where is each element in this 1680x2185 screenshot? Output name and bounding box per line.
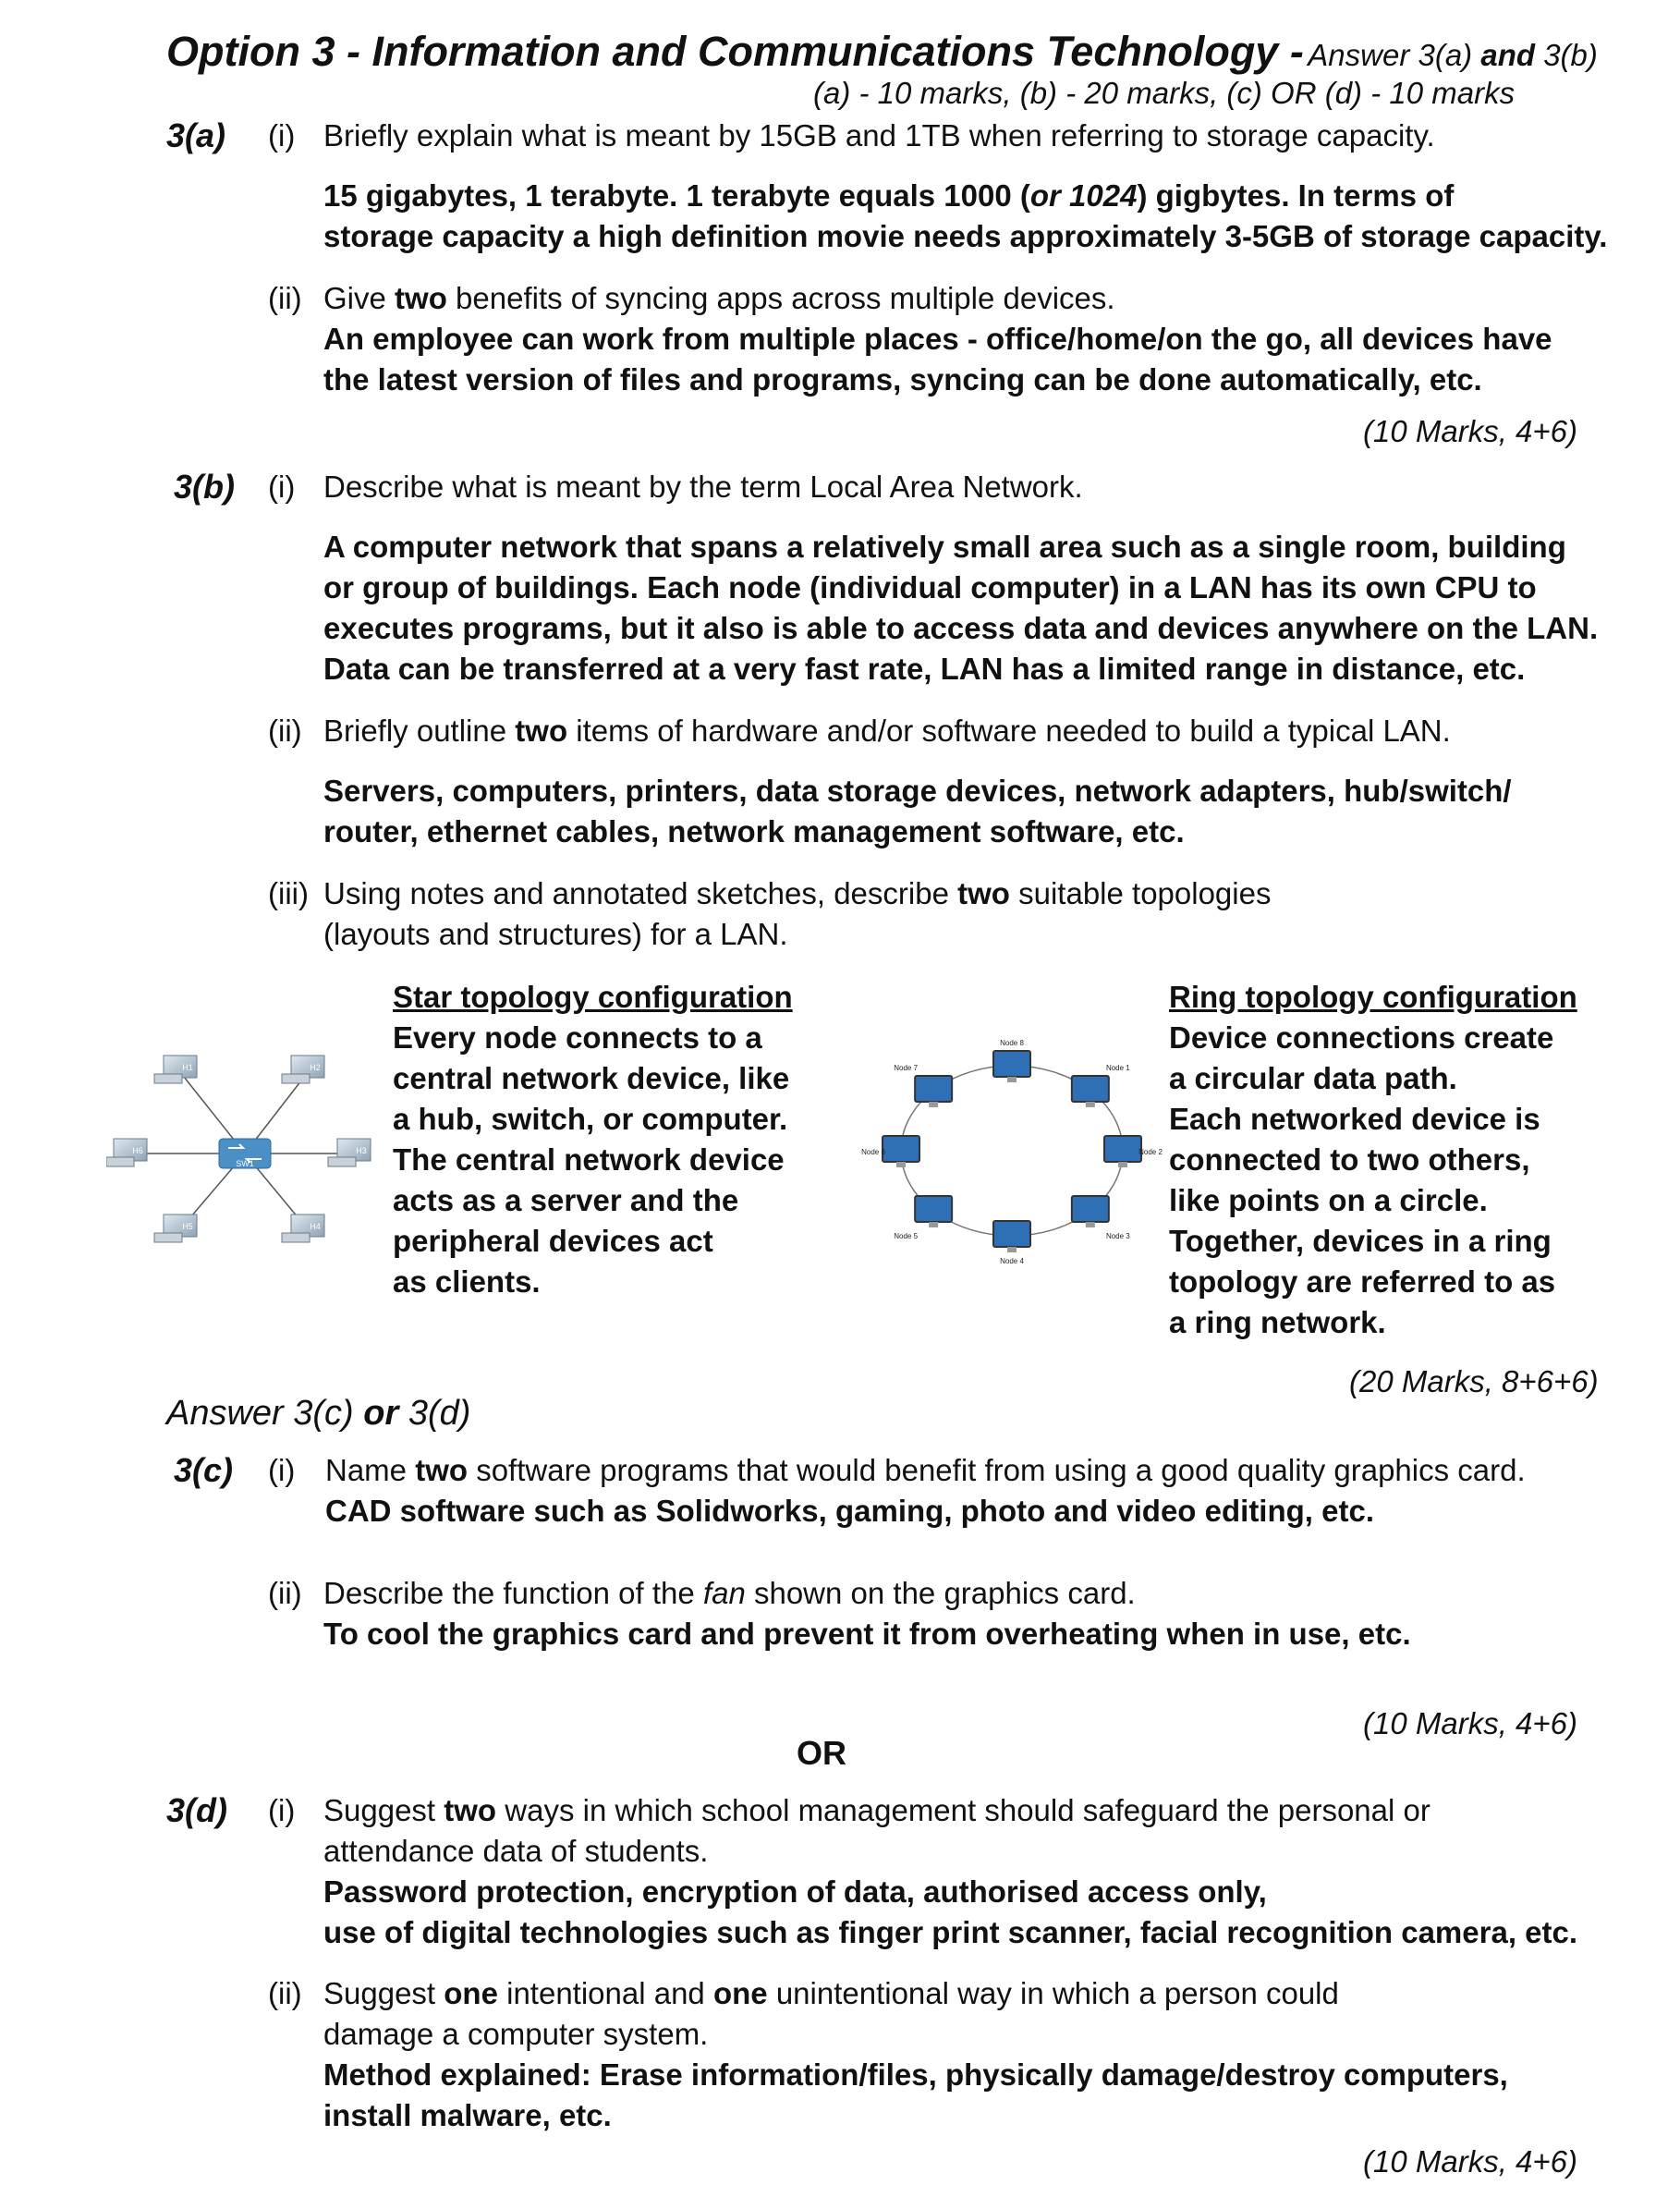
q3d-ii-num: (ii) xyxy=(268,1976,302,2010)
q3b-iii-question xyxy=(323,876,1271,911)
host-label: H6 xyxy=(132,1146,143,1155)
q3b-ii-answer-line1: Servers, computers, printers, data storage devices, network adapters, hub/switch/ xyxy=(323,774,1512,808)
host-label: H2 xyxy=(310,1063,321,1072)
ring-node-label: Node 5 xyxy=(894,1232,919,1241)
star-line-2: central network device, like xyxy=(393,1061,790,1095)
ring-line-4: connected to two others, xyxy=(1169,1142,1530,1177)
q-pre: Using notes and annotated sketches, describe xyxy=(323,876,949,910)
q3d-ii-answer-line2: install malware, etc. xyxy=(323,2098,612,2132)
q3c-ii-question xyxy=(323,1576,1136,1611)
q-pre: Suggest xyxy=(323,1976,436,2010)
q-post: shown on the graphics card. xyxy=(753,1576,1136,1610)
host-label: H5 xyxy=(182,1222,193,1231)
q3b-i-answer-line4: Data can be transferred at a very fast rate, LAN has a limited range in distance, etc. xyxy=(323,652,1526,686)
q-post: software programs that would benefit from using a good quality graphics card. xyxy=(476,1453,1526,1487)
star-topology-diagram xyxy=(106,1035,383,1266)
q-bold-2: one xyxy=(712,1976,768,2010)
ring-node-label: Node 2 xyxy=(1138,1148,1163,1156)
star-line-4: The central network device xyxy=(393,1142,785,1177)
q3b-marks: (20 Marks, 8+6+6) xyxy=(1349,1364,1599,1398)
ring-node-2 xyxy=(1072,1064,1130,1107)
answer-cd-instruction xyxy=(166,1394,470,1434)
q-bold: two xyxy=(444,1793,497,1827)
page-title xyxy=(166,28,1598,76)
q3d-ii-question-line2: damage a computer system. xyxy=(323,2017,709,2051)
ring-line-5: like points on a circle. xyxy=(1169,1183,1488,1217)
host-h1 xyxy=(154,1056,197,1083)
q-post: benefits of syncing apps across multiple devices. xyxy=(456,281,1115,315)
star-line-5: acts as a server and the xyxy=(393,1183,739,1217)
ring-topology-diagram xyxy=(855,1035,1169,1266)
q3b-ii-answer-line2: router, ethernet cables, network management software, etc. xyxy=(323,814,1185,848)
q-post: ways in which school management should safeguard the personal or xyxy=(505,1793,1430,1827)
q3a-label: 3(a) xyxy=(166,116,226,154)
host-label: H1 xyxy=(182,1063,193,1072)
q-bold: two xyxy=(515,714,568,748)
q3a-ii-answer-line2: the latest version of files and programs, syncing can be done automatically, etc. xyxy=(323,362,1482,397)
q-post: unintentional way in which a person could xyxy=(775,1976,1339,2010)
host-h5 xyxy=(154,1215,197,1242)
q3c-label: 3(c) xyxy=(174,1451,234,1489)
q3b-ii-question xyxy=(323,714,1451,749)
q-bold-1: one xyxy=(444,1976,498,2010)
q3d-ii-question xyxy=(323,1976,1339,2011)
q3c-i-num: (i) xyxy=(268,1453,296,1487)
q3a-ii-question xyxy=(323,281,1115,316)
q3c-ii-num: (ii) xyxy=(268,1576,302,1610)
q3c-ii-answer: To cool the graphics card and prevent it from overheating when in use, etc. xyxy=(323,1617,1411,1651)
q3a-i-num: (i) xyxy=(268,118,296,153)
ring-node-label: Node 4 xyxy=(1000,1257,1024,1265)
host-label: H3 xyxy=(356,1146,367,1155)
q-pre: Describe the function of the xyxy=(323,1576,695,1610)
switch-icon xyxy=(219,1139,271,1168)
ans1-or: or 1024 xyxy=(1029,178,1138,213)
ring-node-4 xyxy=(1072,1196,1130,1240)
ring-line-2: a circular data path. xyxy=(1169,1061,1457,1095)
q3d-marks: (10 Marks, 4+6) xyxy=(1363,2144,1577,2179)
ring-node-6 xyxy=(894,1196,952,1240)
q-bold: two xyxy=(395,281,447,315)
instr-and: and xyxy=(1480,38,1536,72)
q3c-i-question xyxy=(325,1453,1526,1488)
q3a-marks: (10 Marks, 4+6) xyxy=(1363,414,1577,448)
ring-heading: Ring topology configuration xyxy=(1169,980,1577,1014)
ring-line-8: a ring network. xyxy=(1169,1305,1386,1339)
switch-label: SW1 xyxy=(236,1159,254,1168)
q3a-i-question: Briefly explain what is meant by 15GB and 1TB when referring to storage capacity. xyxy=(323,118,1435,153)
star-line-7: as clients. xyxy=(393,1264,541,1299)
q3d-i-question-line2: attendance data of students. xyxy=(323,1834,709,1868)
host-h6 xyxy=(106,1139,147,1166)
q3b-i-answer-line3: executes programs, but it also is able to access data and devices anywhere on the LAN. xyxy=(323,611,1599,645)
q3d-label: 3(d) xyxy=(166,1791,227,1829)
q3d-i-question xyxy=(323,1793,1430,1828)
ring-node-8 xyxy=(894,1064,952,1107)
q3c-i-answer: CAD software such as Solidworks, gaming, photo and video editing, etc. xyxy=(325,1494,1374,1528)
q-bold: two xyxy=(957,876,1010,910)
title-text: Option 3 - Information and Communications Technology - xyxy=(166,28,1304,75)
q3b-i-question: Describe what is meant by the term Local Area Network. xyxy=(323,470,1083,504)
q-bold: two xyxy=(415,1453,469,1487)
q-pre: Suggest xyxy=(323,1793,436,1827)
q3b-i-answer-line2: or group of buildings. Each node (individual computer) in a LAN has its own CPU to xyxy=(323,570,1537,604)
ring-node-1 xyxy=(993,1039,1030,1082)
ring-line-3: Each networked device is xyxy=(1169,1102,1540,1136)
ans1-part-b: ) gigbytes. In terms of xyxy=(1137,178,1455,213)
q3a-i-answer-line2: storage capacity a high definition movie needs approximately 3-5GB of storage capacity. xyxy=(323,219,1608,253)
ring-node-label: Node 8 xyxy=(1000,1039,1024,1047)
host-label: H4 xyxy=(310,1222,321,1231)
q3a-ii-answer-line1: An employee can work from multiple places - office/home/on the go, all devices have xyxy=(323,322,1552,356)
host-h4 xyxy=(282,1215,324,1242)
star-line-6: peripheral devices act xyxy=(393,1224,713,1258)
title-instruction xyxy=(1308,38,1598,72)
ring-line-1: Device connections create xyxy=(1169,1020,1554,1055)
q3b-ii-num: (ii) xyxy=(268,714,302,748)
star-line-1: Every node connects to a xyxy=(393,1020,762,1055)
ring-line-6: Together, devices in a ring xyxy=(1169,1224,1552,1258)
star-heading: Star topology configuration xyxy=(393,980,793,1014)
ans1-part-a: 15 gigabytes, 1 terabyte. 1 terabyte equals 1000 ( xyxy=(323,178,1030,213)
instr-a: Answer 3(a) xyxy=(1308,38,1473,72)
star-line-3: a hub, switch, or computer. xyxy=(393,1102,788,1136)
q3b-label: 3(b) xyxy=(174,468,235,506)
q-pre: Briefly outline xyxy=(323,714,507,748)
q3d-ii-answer-line1: Method explained: Erase information/files, physically damage/destroy computers, xyxy=(323,2057,1508,2092)
ring-node-label: Node 6 xyxy=(861,1148,885,1156)
q3b-iii-question-line2: (layouts and structures) for a LAN. xyxy=(323,917,788,951)
marks-allocation: (a) - 10 marks, (b) - 20 marks, (c) OR (d) - 10 marks xyxy=(813,76,1516,110)
q3c-marks: (10 Marks, 4+6) xyxy=(1363,1706,1577,1740)
q3d-i-answer-line2: use of digital technologies such as finger print scanner, facial recognition camera, etc. xyxy=(323,1915,1578,1949)
q-italic: fan xyxy=(702,1576,746,1610)
q3a-i-answer-line1 xyxy=(323,178,1454,214)
ring-node-3 xyxy=(1104,1136,1163,1167)
q3a-ii-num: (ii) xyxy=(268,281,302,315)
cd-post: 3(d) xyxy=(408,1394,471,1433)
q-pre: Name xyxy=(325,1453,408,1487)
q3b-i-num: (i) xyxy=(268,470,296,504)
ring-node-label: Node 7 xyxy=(894,1063,919,1072)
instr-b: 3(b) xyxy=(1543,38,1598,72)
q-mid: intentional and xyxy=(506,1976,705,2010)
cd-or: or xyxy=(363,1394,399,1433)
q3b-iii-num: (iii) xyxy=(268,876,309,910)
host-h2 xyxy=(282,1056,324,1083)
q3b-i-answer-line1: A computer network that spans a relatively small area such as a single room, building xyxy=(323,530,1566,564)
ring-line-7: topology are referred to as xyxy=(1169,1264,1556,1299)
q3d-i-num: (i) xyxy=(268,1793,296,1827)
ring-node-label: Node 3 xyxy=(1105,1232,1130,1241)
cd-pre: Answer 3(c) xyxy=(166,1394,354,1433)
q-post: suitable topologies xyxy=(1018,876,1272,910)
ring-node-label: Node 1 xyxy=(1105,1063,1130,1072)
q3d-i-answer-line1: Password protection, encryption of data, authorised access only, xyxy=(323,1874,1267,1909)
host-h3 xyxy=(328,1139,371,1166)
q-pre: Give xyxy=(323,281,386,315)
or-separator: OR xyxy=(797,1734,846,1772)
ring-node-7 xyxy=(861,1136,919,1167)
ring-node-5 xyxy=(993,1221,1030,1265)
q-post: items of hardware and/or software needed to build a typical LAN. xyxy=(576,714,1451,748)
